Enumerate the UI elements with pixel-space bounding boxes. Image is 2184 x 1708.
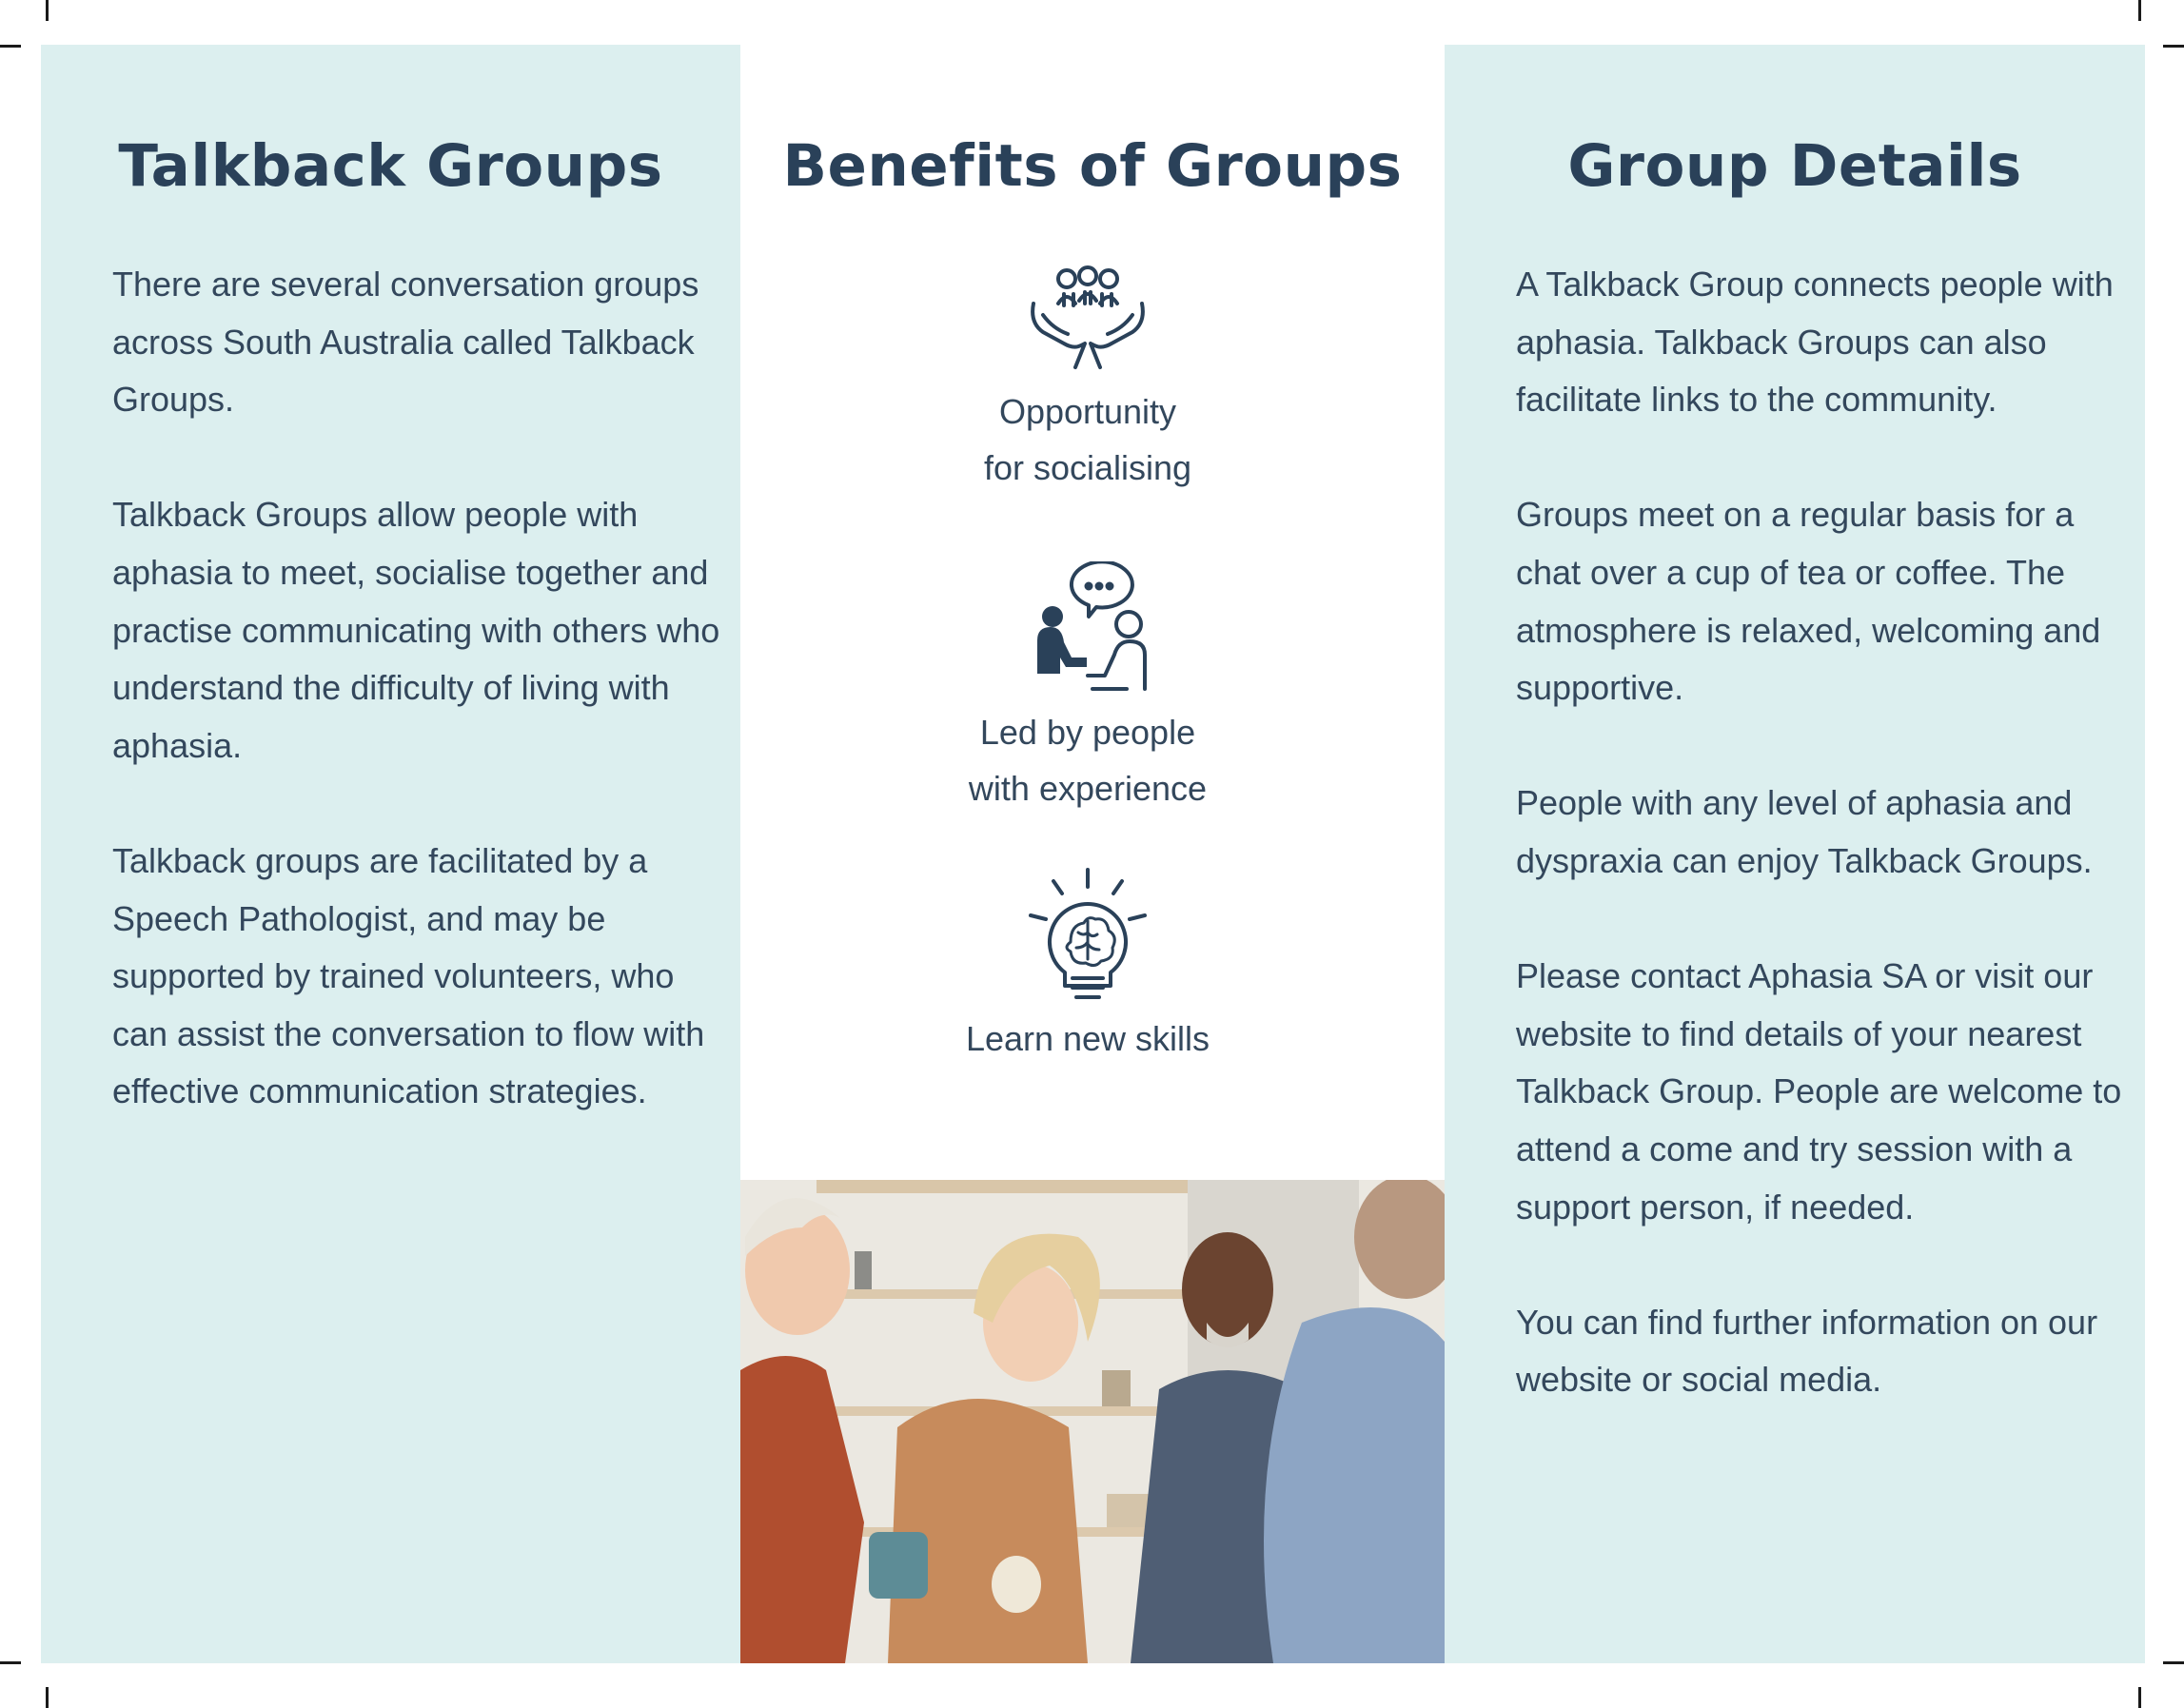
crop-mark	[2138, 0, 2141, 21]
benefit-caption	[731, 383, 1445, 496]
paragraph: People with any level of aphasia and dyspraxia can enjoy Talkback Groups.	[1516, 783, 2093, 880]
paragraph: There are several conversation groups across South Australia called Talkback Groups.	[112, 265, 699, 420]
paragraph: Talkback groups are facilitated by a Speech Pathologist, and may be supported by trained volunteers, who can assist the conversation to flow with effective communication strategies.	[112, 840, 705, 1111]
community-hands-icon	[731, 265, 1445, 370]
paragraph: Groups meet on a regular basis for a chat over a cup of tea or coffee. The atmosphere is relaxed, welcoming and supportive.	[1516, 495, 2101, 708]
caption-line: Opportunity	[998, 392, 1177, 431]
benefit-item	[731, 265, 1445, 496]
crop-mark	[0, 1661, 21, 1664]
group-conversation-photo	[740, 1180, 1445, 1663]
caption-line: Led by people	[979, 713, 1196, 752]
group-details-text	[1516, 256, 2125, 1466]
benefit-caption	[731, 1011, 1445, 1067]
talkback-groups-text	[112, 256, 721, 1179]
group-details-panel	[1445, 45, 2145, 1663]
brain-lightbulb-icon	[731, 866, 1445, 1009]
crop-mark	[46, 1687, 49, 1708]
benefit-caption	[731, 704, 1445, 816]
paragraph: You can find further information on our website or social media.	[1516, 1302, 2098, 1400]
paragraph: A Talkback Group connects people with aphasia. Talkback Groups can also facilitate links to the community.	[1516, 265, 2114, 420]
benefit-item	[731, 561, 1445, 816]
crop-mark	[2163, 1661, 2184, 1664]
crop-mark	[2138, 1687, 2141, 1708]
benefits-panel	[740, 45, 1445, 1663]
conversation-icon	[731, 561, 1445, 695]
crop-mark	[0, 45, 21, 48]
caption-line: Learn new skills	[965, 1019, 1210, 1058]
paragraph: Talkback Groups allow people with aphasia to meet, socialise together and practise communicating with others who understand the difficulty of living with aphasia.	[112, 495, 720, 765]
talkback-groups-panel	[41, 45, 740, 1663]
talkback-groups-heading: Talkback Groups	[118, 132, 663, 200]
caption-line: with experience	[968, 769, 1208, 808]
paragraph: Please contact Aphasia SA or visit our website to find details of your nearest Talkback Group. People are welcome to attend a come and try session with a support person, if needed.	[1516, 956, 2122, 1227]
crop-mark	[2163, 45, 2184, 48]
crop-mark	[46, 0, 49, 21]
benefit-item	[731, 866, 1445, 1067]
group-details-heading: Group Details	[1567, 132, 2022, 200]
caption-line: for socialising	[983, 448, 1192, 487]
benefits-heading: Benefits of Groups	[782, 132, 1403, 200]
